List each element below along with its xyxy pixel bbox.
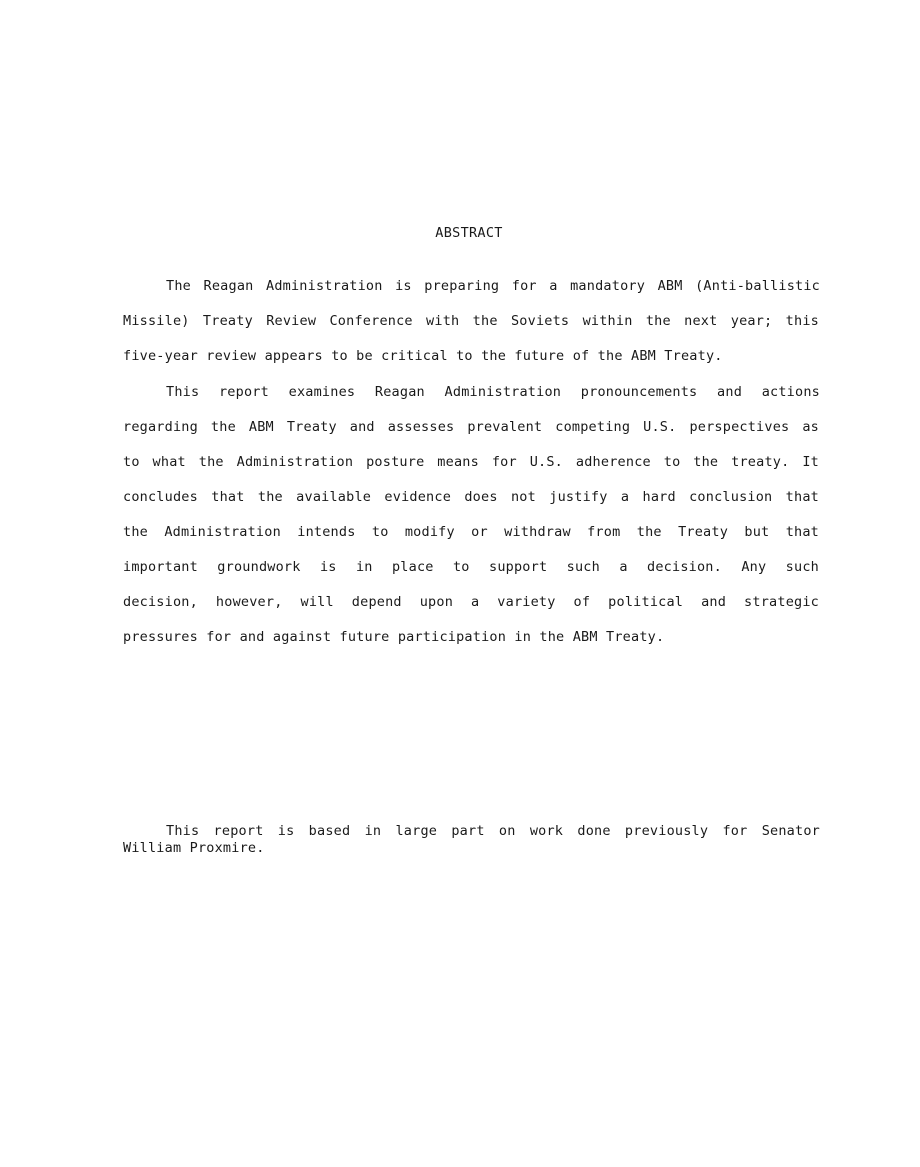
paragraph-line: regarding the ABM Treaty and assesses prevalent competing U.S. perspectives as xyxy=(123,419,819,435)
footnote-line: William Proxmire. xyxy=(123,840,265,856)
abstract-heading: ABSTRACT xyxy=(435,225,503,241)
paragraph-line: The Reagan Administration is preparing for a mandatory ABM (Anti-ballistic xyxy=(166,278,820,294)
paragraph-line: five-year review appears to be critical to the future of the ABM Treaty. xyxy=(123,348,723,364)
paragraph-line: to what the Administration posture means for U.S. adherence to the treaty. It xyxy=(123,454,819,470)
paragraph-line: This report examines Reagan Administration pronouncements and actions xyxy=(166,384,820,400)
paragraph-line: the Administration intends to modify or withdraw from the Treaty but that xyxy=(123,524,819,540)
footnote-line: This report is based in large part on work done previously for Senator xyxy=(166,823,820,839)
paragraph-line: concludes that the available evidence does not justify a hard conclusion that xyxy=(123,489,819,505)
paragraph-line: pressures for and against future participation in the ABM Treaty. xyxy=(123,629,665,645)
paragraph-line: important groundwork is in place to support such a decision. Any such xyxy=(123,559,819,575)
paragraph-line: decision, however, will depend upon a variety of political and strategic xyxy=(123,594,819,610)
paragraph-line: Missile) Treaty Review Conference with the Soviets within the next year; this xyxy=(123,313,819,329)
